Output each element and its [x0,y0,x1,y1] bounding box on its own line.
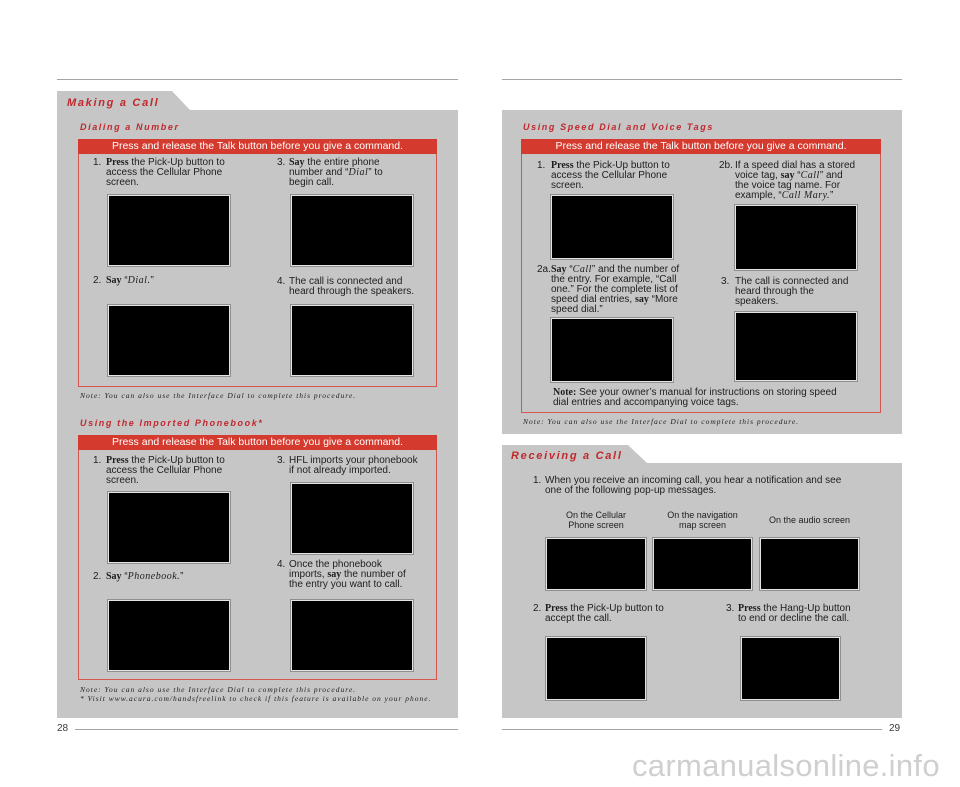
step-number: 4. [277,276,286,287]
instruction-text: “ [121,275,128,286]
instruction-text: the Pick-Up button to access the Cellular Phone screen. [106,455,225,486]
step-instruction [289,456,418,476]
phonebook-step-2 [93,572,184,582]
instruction-keyword: say [327,569,342,580]
talk-button-banner: Press and release the Talk button before you give a command. [78,139,437,154]
speed-dial-step-2a [537,265,679,315]
step-instruction [106,572,184,582]
interface-dial-note: Note: You can also use the Interface Dial to complete this procedure. [523,417,800,426]
dialing-step-3 [277,158,383,188]
instruction-keyword: Say [106,571,122,582]
voice-command: Phonebook. [127,571,181,582]
instruction-text: the Pick-Up button to access the Cellular Phone screen. [106,157,225,188]
receiving-step-3 [726,604,851,624]
step-number: 2. [93,275,102,286]
step-instruction [551,161,670,191]
phonebook-step-4 [277,560,406,590]
dialing-step-1 [93,158,225,188]
screen-image-cellular-phone-popup [546,538,646,590]
instruction-keyword: Say [551,264,567,275]
instruction-keyword: Press [106,157,129,168]
step-instruction [106,456,225,486]
instruction-keyword: Press [738,603,761,614]
step-number: 2. [533,603,542,614]
screen-image-dialing-step-3 [291,195,413,266]
instruction-keyword: Press [106,455,129,466]
step-instruction [106,158,225,188]
screen-image-dialing-step-2 [108,305,230,376]
instruction-text: If a speed dial has a stored voice tag, [735,160,856,181]
step-number: 4. [277,559,286,570]
receiving-step-1 [533,476,841,496]
popup-label-navigation-map: On the navigation map screen [667,510,738,530]
instruction-text: “More speed dial.” [551,294,678,315]
screen-image-end-call [741,637,840,700]
instruction-keyword: Press [551,160,574,171]
instruction-text: See your owner’s manual for instructions on storing speed dial entries and accompanying voice tags. [553,387,837,408]
instruction-text: ” and the voice tag name. For example, “ [735,170,843,201]
step-instruction [735,161,855,201]
instruction-text: When you receive an incoming call, you hear a notification and see one of the following pop-up messages. [545,475,842,496]
instruction-keyword: Say [289,157,305,168]
instruction-keyword: Press [545,603,568,614]
instruction-keyword: say [780,170,795,181]
voice-command: Dial [348,167,369,178]
screen-image-audio-popup [760,538,859,590]
step-instruction [289,277,414,297]
screen-image-speed-dial-step-3 [735,312,857,381]
voice-command: Call [800,170,820,181]
step-number: 1. [93,157,102,168]
step-number: 2b. [719,160,733,171]
instruction-text: the entire phone number and “ [289,157,380,178]
instruction-text: ” [180,571,184,582]
subsection-heading-dialing: Dialing a Number [80,122,180,132]
page-number-left: 28 [57,723,69,734]
screen-image-speed-dial-step-1 [551,195,673,259]
talk-button-banner: Press and release the Talk button before you give a command. [78,435,437,450]
subsection-heading-speed-dial: Using Speed Dial and Voice Tags [523,122,714,132]
popup-label-audio: On the audio screen [768,515,851,525]
speed-dial-step-1 [537,161,670,191]
instruction-text: the number of the entry you want to call. [289,569,406,590]
screen-image-phonebook-step-4 [291,600,413,671]
screen-image-speed-dial-step-2a [551,318,673,382]
voice-command: Call Mary. [781,190,831,201]
screen-image-phonebook-step-1 [108,492,230,563]
speed-dial-step-2b [719,161,855,201]
step-instruction [289,560,406,590]
instruction-text: The call is connected and heard through the speakers. [735,276,849,307]
screen-image-accept-call [546,637,646,700]
watermark-text: carmanualsonline.info [632,748,940,783]
instruction-text: the Hang-Up button to end or decline the call. [738,603,851,624]
screen-image-dialing-step-4 [291,305,413,376]
top-rule-right [502,79,902,80]
step-instruction [106,276,154,286]
instruction-text: the Pick-Up button to access the Cellular Phone screen. [551,160,670,191]
instruction-keyword: Say [106,275,122,286]
voice-command: Dial. [127,275,151,286]
talk-button-banner: Press and release the Talk button before you give a command. [521,139,881,154]
step-number: 2a. [537,264,551,275]
screen-image-speed-dial-step-2b [735,205,857,270]
subsection-heading-phonebook: Using the Imported Phonebook* [80,418,264,428]
step-number: 3. [721,276,730,287]
instruction-text: the Pick-Up button to accept the call. [545,603,664,624]
instruction-text: ” to begin call. [289,167,383,188]
instruction-text: Once the phonebook imports, [289,559,382,580]
section-title: Making a Call [67,97,160,109]
receiving-step-2 [533,604,664,624]
step-number: 1. [533,475,542,486]
screen-image-dialing-step-1 [108,195,230,266]
instruction-text: ” [150,275,154,286]
interface-dial-note: Note: You can also use the Interface Dial to complete this procedure. [80,391,357,400]
step-number: 1. [537,160,546,171]
step-number: 2. [93,571,102,582]
step-instruction [735,277,848,307]
step-instruction [551,265,679,315]
instruction-keyword: say [634,294,649,305]
screen-image-phonebook-step-3 [291,483,413,554]
interface-dial-note: Note: You can also use the Interface Dial to complete this procedure. [80,685,357,694]
voice-command: Call [572,264,592,275]
note-text [553,388,837,408]
screen-image-navigation-map-popup [653,538,752,590]
step-instruction [289,158,383,188]
top-rule-left [57,79,458,80]
popup-label-cellular-phone: On the Cellular Phone screen [565,510,627,530]
speed-dial-step-3 [721,277,848,307]
section-title: Receiving a Call [511,450,623,462]
bottom-rule-left [75,729,458,730]
step-number: 1. [93,455,102,466]
step-instruction [545,476,841,496]
step-number: 3. [277,157,286,168]
step-instruction [545,604,664,624]
instruction-text: ” [830,190,834,201]
dialing-step-2 [93,276,154,286]
instruction-text: The call is connected and heard through the speakers. [289,276,415,297]
owners-manual-note [553,388,837,408]
step-instruction [738,604,851,624]
step-number: 3. [726,603,735,614]
page-number-right: 29 [889,723,901,734]
dialing-step-4 [277,277,414,297]
instruction-keyword: Note: [553,387,577,398]
instruction-text: “ [794,170,801,181]
screen-image-phonebook-step-2 [108,600,230,671]
instruction-text: ” and the number of the entry. For example, “Call one.” For the complete list of speed dial entries, [551,264,680,305]
footnote-handsfreelink: * Visit www.acura.com/handsfreelink to check if this feature is available on your phone. [80,694,432,703]
bottom-rule-right [502,729,882,730]
phonebook-step-3 [277,456,418,476]
instruction-text: HFL imports your phonebook if not already imported. [289,455,418,476]
phonebook-step-1 [93,456,225,486]
instruction-text: “ [566,264,573,275]
step-number: 3. [277,455,286,466]
instruction-text: “ [121,571,128,582]
